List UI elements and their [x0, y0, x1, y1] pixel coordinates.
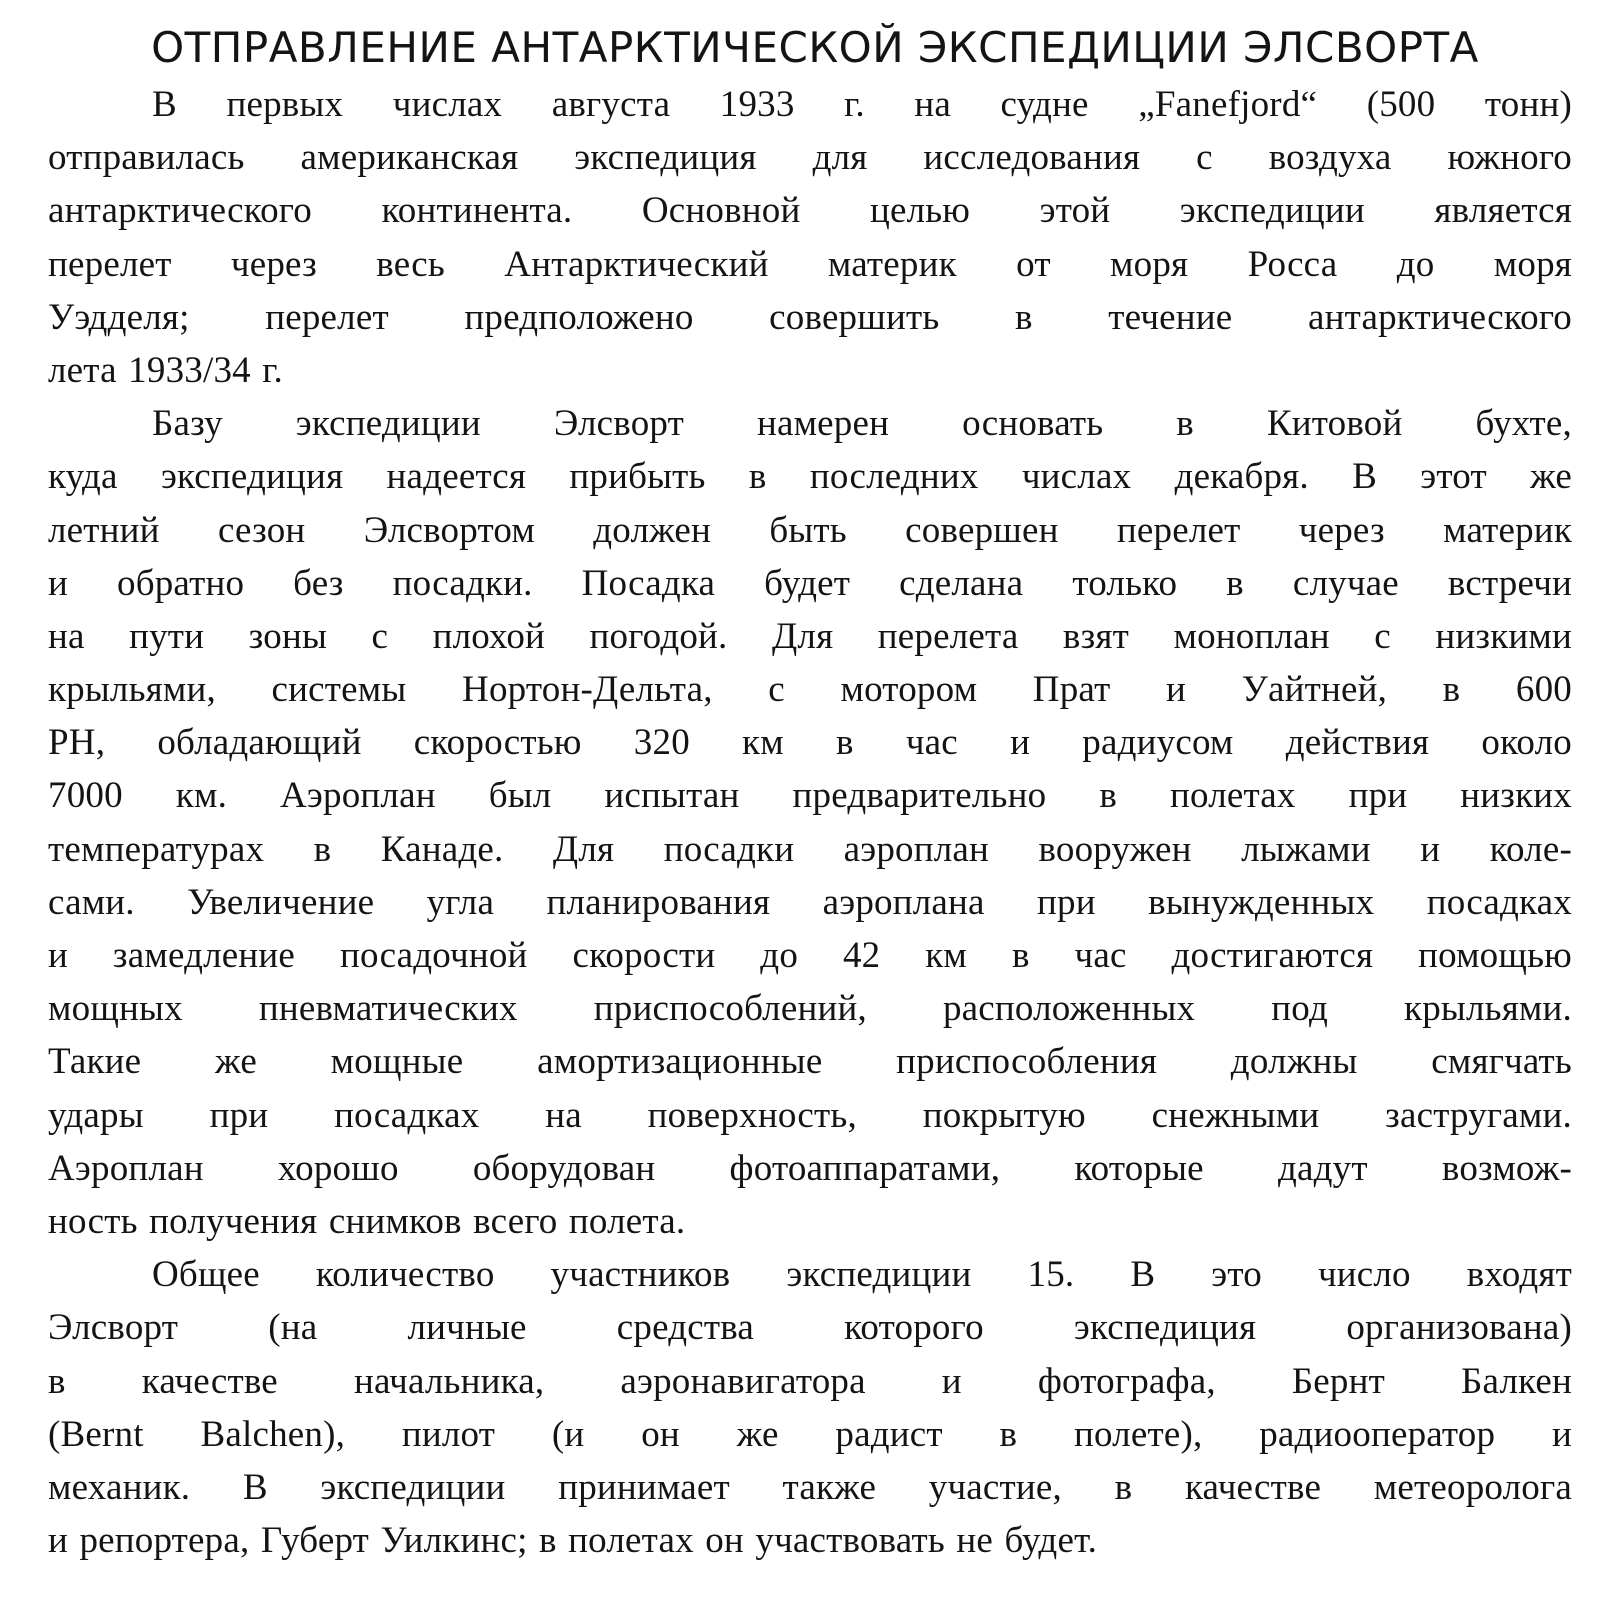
text-line: В первых числах августа 1933 г. на судне „Fanefjord“ (500 тонн) — [152, 84, 1572, 125]
text-line: 7000 км. Аэроплан был испытан предварительно в полетах при низких — [48, 775, 1572, 817]
text-line: механик. В экспедиции принимает также участие, в качестве метеоролога — [48, 1466, 1572, 1508]
text-line: ность получения снимков всего полета. — [48, 1200, 686, 1242]
text-line: Общее количество участников экспедиции 15. В это число входят — [152, 1254, 1572, 1296]
text-line: Элсворт (на личные средства которого экспедиция организована) — [48, 1307, 1572, 1349]
text-line: антарктического континента. Основной целью этой экспедиции является — [48, 190, 1572, 232]
text-line: Такие же мощные амортизационные приспособления должны смягчать — [48, 1041, 1572, 1083]
text-line: Уэдделя; перелет предположено совершить в течение антарктического — [48, 296, 1572, 338]
text-line: лета 1933/34 г. — [48, 349, 283, 391]
text-line: температурах в Канаде. Для посадки аэроплан вооружен лыжами и коле- — [48, 828, 1572, 870]
text-line: сами. Увеличение угла планирования аэроплана при вынужденных посадках — [48, 881, 1572, 923]
text-line: Аэроплан хорошо оборудован фотоаппаратами, которые дадут возмож- — [48, 1147, 1572, 1189]
text-line: Базу экспедиции Элсворт намерен основать в Китовой бухте, — [152, 403, 1572, 445]
text-line: и репортера, Губерт Уилкинс; в полетах он участвовать не будет. — [48, 1520, 1098, 1562]
paragraph-2 — [48, 397, 1572, 1248]
text-line: перелет через весь Антарктический материк от моря Росса до моря — [48, 243, 1572, 285]
text-line: куда экспедиция надеется прибыть в последних числах декабря. В этот же — [48, 456, 1572, 498]
paragraph-1 — [48, 78, 1572, 397]
text-line: в качестве начальника, аэронавигатора и фотографа, Бернт Балкен — [48, 1360, 1572, 1402]
text-line: (Bernt Balchen), пилот (и он же радист в полете), радиооператор и — [48, 1413, 1572, 1455]
text-line: летний сезон Элсвортом должен быть совершен перелет через материк — [48, 509, 1572, 551]
text-line: PH, обладающий скоростью 320 км в час и радиусом действия около — [48, 722, 1572, 764]
document-page — [48, 18, 1572, 1567]
paragraph-3 — [48, 1248, 1572, 1567]
text-line: мощных пневматических приспособлений, расположенных под крыльями. — [48, 988, 1572, 1030]
text-line: и обратно без посадки. Посадка будет сделана только в случае встречи — [48, 562, 1572, 604]
text-line: отправилась американская экспедиция для исследования с воздуха южного — [48, 137, 1572, 179]
article-title: ОТПРАВЛЕНИЕ АНТАРКТИЧЕСКОЙ ЭКСПЕДИЦИИ ЭЛСВОРТА — [151, 23, 1479, 72]
text-line: крыльями, системы Нортон-Дельта, с мотором Прат и Уайтней, в 600 — [48, 669, 1572, 711]
text-line: и замедление посадочной скорости до 42 км в час достигаются помощью — [48, 935, 1572, 976]
text-line: на пути зоны с плохой погодой. Для перелета взят моноплан с низкими — [48, 615, 1572, 657]
text-line: удары при посадках на поверхность, покрытую снежными застругами. — [48, 1094, 1572, 1136]
